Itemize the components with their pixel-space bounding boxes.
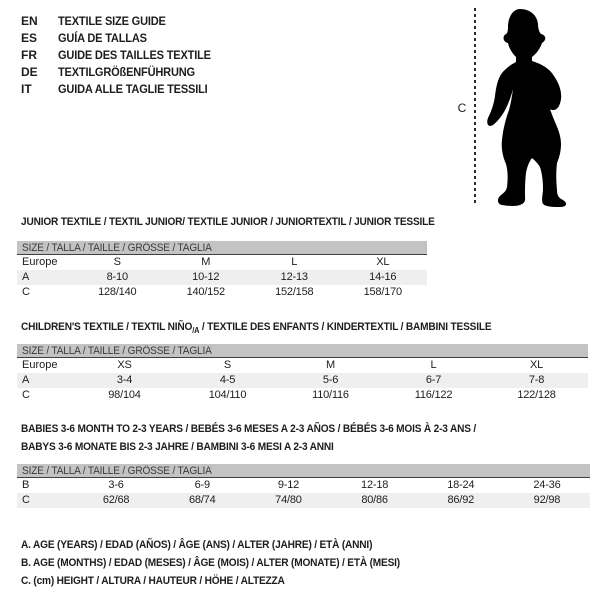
age-value: 14-16 — [369, 271, 397, 283]
age-value: 6-9 — [194, 479, 210, 491]
region-label: Europe — [22, 256, 58, 268]
children-size-table — [17, 344, 588, 403]
row-label: B — [22, 479, 30, 491]
language-code: IT — [21, 82, 32, 96]
children-title-pre: CHILDREN'S TEXTILE / TEXTIL NIÑO — [21, 321, 193, 333]
footnote-text: C. (cm) HEIGHT / ALTURA / HAUTEUR / HÖHE / ALTEZZA — [21, 575, 285, 587]
height-value: 110/116 — [312, 389, 349, 401]
children-title-sub: /A — [192, 326, 200, 336]
children-table-title — [21, 321, 532, 337]
column-header: M — [326, 359, 335, 371]
size-header-band — [17, 344, 588, 358]
height-value: 158/170 — [363, 286, 402, 298]
row-label: A — [22, 271, 30, 283]
age-value: 8-10 — [106, 271, 128, 283]
height-cm-row — [17, 388, 588, 403]
column-header: S — [223, 359, 232, 371]
size-header-band — [17, 241, 427, 255]
age-value: 7-8 — [528, 374, 545, 386]
junior-size-table — [17, 241, 427, 300]
height-value: 62/68 — [102, 494, 130, 506]
toddler-silhouette-icon — [486, 7, 570, 207]
language-row-en — [21, 13, 224, 30]
language-code: EN — [21, 14, 38, 28]
row-label: C — [22, 494, 30, 506]
age-value: 12-18 — [361, 479, 389, 491]
language-guide-title: GUIDA ALLE TAGLIE TESSILI — [58, 82, 208, 96]
region-label: Europe — [22, 359, 58, 371]
height-value: 74/80 — [275, 494, 302, 506]
babies-table-title — [21, 423, 516, 454]
footnote-height-cm — [21, 572, 433, 590]
height-value: 140/152 — [186, 286, 225, 298]
footnote-legend — [21, 536, 433, 590]
babies-size-table — [17, 464, 590, 508]
height-value: 104/110 — [208, 389, 247, 401]
column-header: XL — [376, 256, 390, 268]
size-header-band — [17, 464, 590, 478]
age-years-row — [17, 373, 588, 388]
age-years-row — [17, 270, 427, 285]
size-header-label: SIZE / TALLA / TAILLE / GRÖSSE / TAGLIA — [22, 465, 212, 477]
footnote-age-months — [21, 554, 433, 572]
children-title-post: / TEXTILE DES ENFANTS / KINDERTEXTIL / BAMBINI TESSILE — [199, 321, 492, 333]
language-row-es — [21, 30, 224, 47]
children-table-title-text — [21, 321, 491, 337]
height-cm-row — [17, 493, 590, 508]
language-title-list — [21, 13, 224, 98]
height-value: 116/122 — [414, 389, 453, 401]
language-code: DE — [21, 65, 38, 79]
columns-row — [17, 358, 588, 373]
column-header: L — [430, 359, 437, 371]
size-header-label: SIZE / TALLA / TAILLE / GRÖSSE / TAGLIA — [22, 345, 212, 357]
column-header: XL — [529, 359, 544, 371]
height-value: 122/128 — [517, 389, 556, 401]
row-label: A — [22, 374, 30, 386]
column-header: M — [201, 256, 211, 268]
language-guide-title: GUIDE DES TAILLES TEXTILE — [58, 48, 211, 62]
babies-title-line2: BABYS 3-6 MONATE BIS 2-3 JAHRE / BAMBINI 3-6 MESI A 2-3 ANNI — [21, 441, 334, 453]
height-value: 86/92 — [447, 494, 475, 506]
language-code: ES — [21, 31, 38, 45]
language-guide-title: TEXTILGRÖßENFÜHRUNG — [58, 65, 195, 79]
language-row-de — [21, 64, 224, 81]
column-header: XS — [117, 359, 132, 371]
columns-row — [17, 255, 427, 270]
footnote-text: B. AGE (MONTHS) / EDAD (MESES) / ÂGE (MOIS) / ALTER (MONATE) / ETÀ (MESI) — [21, 557, 400, 569]
age-value: 10-12 — [192, 271, 220, 283]
height-measure-dashed-line — [474, 8, 476, 206]
height-value: 68/74 — [188, 494, 216, 506]
height-value: 80/86 — [361, 494, 388, 506]
column-header: S — [113, 256, 121, 268]
junior-table-title — [21, 216, 471, 229]
row-label: C — [22, 286, 30, 298]
height-cm-row — [17, 285, 427, 300]
language-row-it — [21, 81, 224, 98]
age-value: 12-13 — [280, 271, 308, 283]
row-label: C — [22, 389, 30, 401]
age-months-row — [17, 478, 590, 493]
age-value: 18-24 — [447, 479, 475, 491]
junior-table-title-text: JUNIOR TEXTILE / TEXTIL JUNIOR/ TEXTILE JUNIOR / JUNIORTEXTIL / JUNIOR TESSILE — [21, 216, 435, 228]
language-guide-title: GUÍA DE TALLAS — [58, 31, 147, 45]
age-value: 3-4 — [116, 374, 133, 386]
column-header: L — [291, 256, 298, 268]
height-value: 98/104 — [108, 389, 141, 401]
language-row-fr — [21, 47, 224, 64]
age-value: 9-12 — [277, 479, 300, 491]
height-measure-label: C — [457, 101, 467, 115]
age-value: 6-7 — [425, 374, 442, 386]
age-value: 5-6 — [322, 374, 339, 386]
language-guide-title: TEXTILE SIZE GUIDE — [58, 14, 166, 28]
height-value: 128/140 — [98, 286, 137, 298]
size-header-label: SIZE / TALLA / TAILLE / GRÖSSE / TAGLIA — [22, 242, 212, 254]
height-value: 92/98 — [533, 494, 561, 506]
age-value: 4-5 — [219, 374, 236, 386]
language-code: FR — [21, 48, 37, 62]
babies-title-line1: BABIES 3-6 MONTH TO 2-3 YEARS / BEBÉS 3-6 MESES A 2-3 AÑOS / BÉBÉS 3-6 MOIS À 2-3 ANS / — [21, 423, 477, 435]
footnote-age-years — [21, 536, 433, 554]
age-value: 3-6 — [108, 479, 124, 491]
footnote-text: A. AGE (YEARS) / EDAD (AÑOS) / ÂGE (ANS) / ALTER (JAHRE) / ETÀ (ANNI) — [21, 539, 373, 551]
height-value: 152/158 — [275, 286, 314, 298]
age-value: 24-36 — [533, 479, 561, 491]
